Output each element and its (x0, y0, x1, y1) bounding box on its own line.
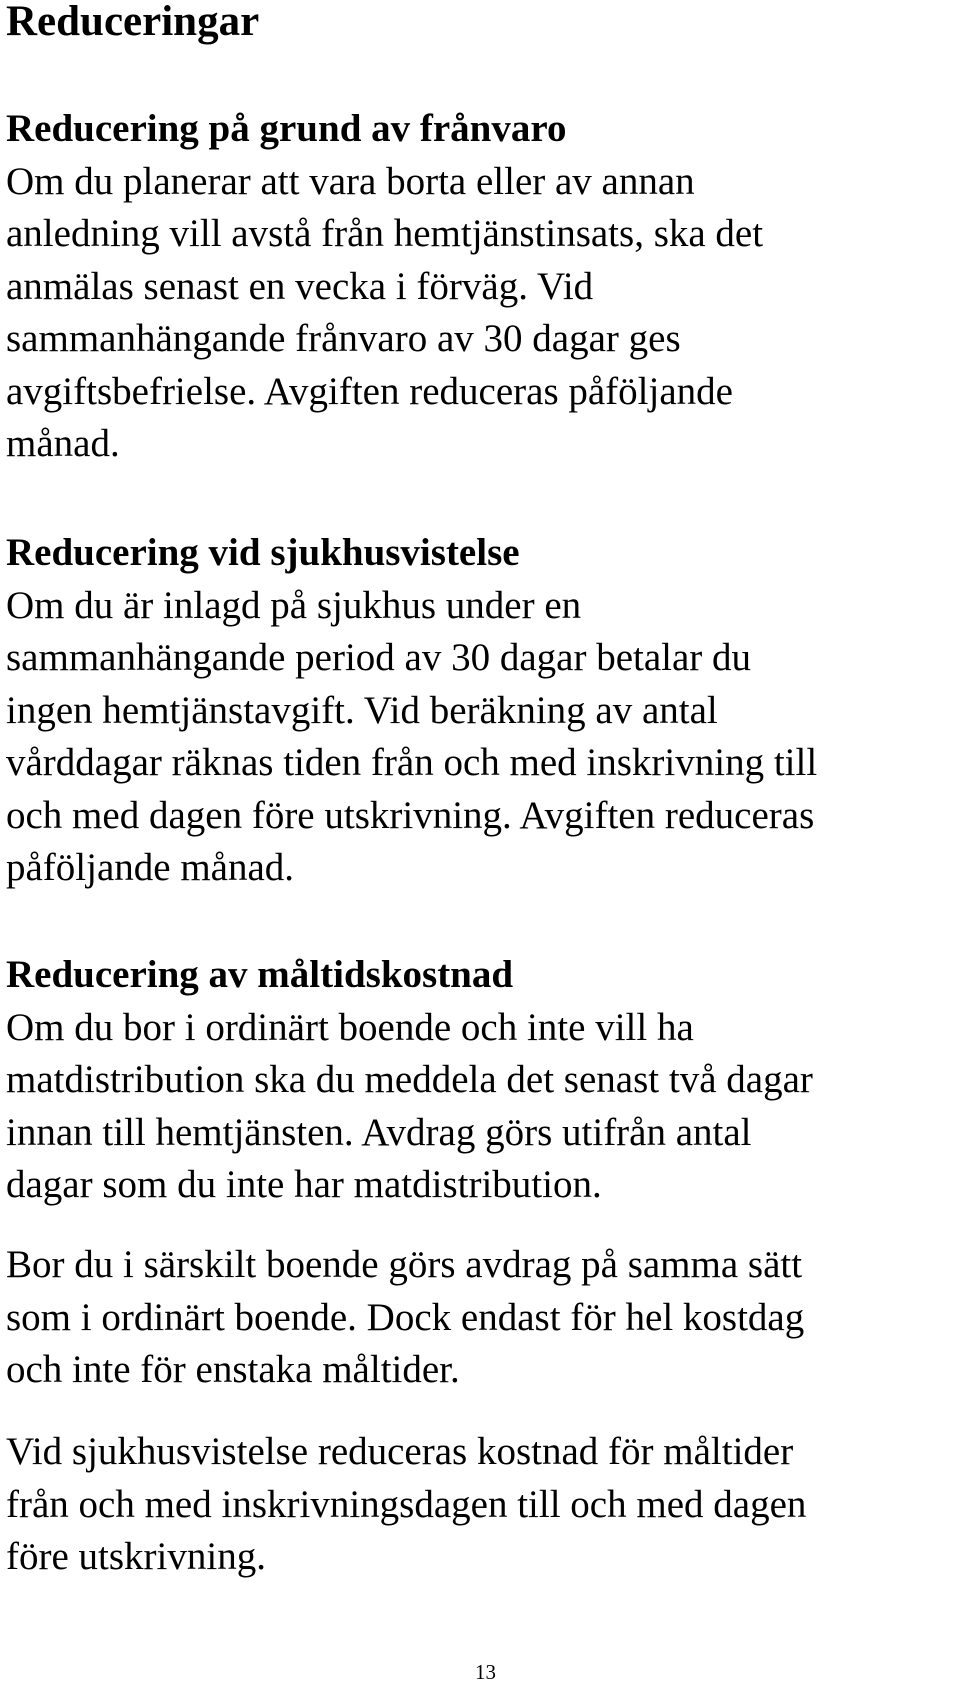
text-line: Om du är inlagd på sjukhus under en (6, 583, 582, 627)
section-meal-cost (6, 949, 956, 1212)
text-line: månad. (6, 422, 120, 465)
text-line: sammanhängande frånvaro av 30 dagar ges (6, 317, 681, 360)
text-line: från och med inskrivningsdagen till och med dagen (6, 1482, 807, 1526)
text-line: Bor du i särskilt boende görs avdrag på samma sätt (6, 1243, 803, 1286)
text-line: sammanhängande period av 30 dagar betalar du (6, 636, 752, 679)
text-line: och inte för enstaka måltider. (6, 1348, 460, 1391)
text-line: påföljande månad. (6, 846, 295, 889)
text-line: vårddagar räknas tiden från och med inskrivning till (6, 741, 818, 784)
text-line: avgiftsbefrielse. Avgiften reduceras påföljande (6, 369, 733, 413)
text-line: innan till hemtjänsten. Avdrag görs utifrån antal (6, 1110, 752, 1154)
text-line: Om du planerar att vara borta eller av annan (6, 159, 695, 203)
text-line: anmälas senast en vecka i förväg. Vid (6, 264, 594, 308)
text-line: Om du bor i ordinärt boende och inte vill ha (6, 1005, 694, 1049)
page-title: Reduceringar (6, 0, 260, 45)
section-heading-hospital-stay: Reducering vid sjukhusvistelse (6, 531, 520, 574)
text-line: Vid sjukhusvistelse reduceras kostnad för måltider (6, 1430, 794, 1473)
paragraph-hospital-meals (6, 1426, 956, 1584)
section-absence (6, 103, 956, 471)
text-line: dagar som du inte har matdistribution. (6, 1163, 602, 1206)
section-hospital-stay (6, 527, 956, 895)
text-line: som i ordinärt boende. Dock endast för hel kostdag (6, 1295, 805, 1339)
page-number: 13 (475, 1660, 496, 1684)
text-line: ingen hemtjänstavgift. Vid beräkning av antal (6, 688, 718, 732)
paragraph-special-housing (6, 1239, 956, 1397)
text-line: och med dagen före utskrivning. Avgiften reduceras (6, 793, 815, 837)
text-line: matdistribution ska du meddela det senast två dagar (6, 1058, 813, 1101)
section-heading-meal-cost: Reducering av måltidskostnad (6, 953, 514, 996)
section-heading-absence: Reducering på grund av frånvaro (6, 107, 567, 150)
text-line: anledning vill avstå från hemtjänstinsats, ska det (6, 212, 764, 255)
text-line: före utskrivning. (6, 1535, 266, 1578)
